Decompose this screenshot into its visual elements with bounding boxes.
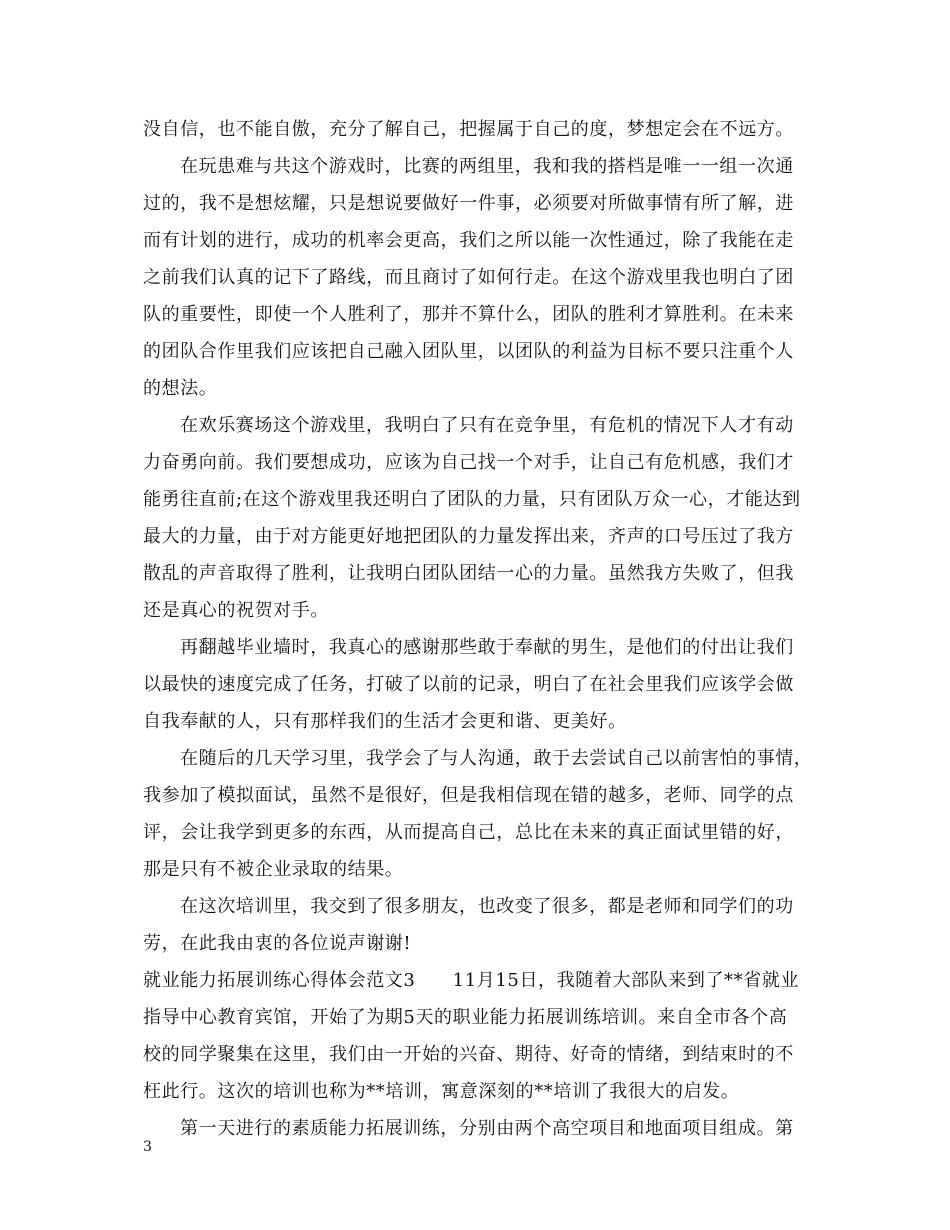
body-text-line: 枉此行。这次的培训也称为**培训，寓意深刻的**培训了我很大的启发。: [143, 1081, 740, 1102]
body-text-line: 在随后的几天学习里，我学会了与人沟通，敢于去尝试自己以前害怕的事情，: [180, 748, 813, 769]
body-text-line: 之前我们认真的记下了路线，而且商讨了如何行走。在这个游戏里我也明白了团: [143, 267, 794, 288]
section-heading-line: 就业能力拓展训练心得体会范文3 11月15日，我随着大部队来到了**省就业: [143, 970, 800, 991]
body-text-line: 再翻越毕业墙时，我真心的感谢那些敢于奉献的男生，是他们的付出让我们: [180, 637, 794, 658]
body-text-line: 以最快的速度完成了任务，打破了以前的记录，明白了在社会里我们应该学会做: [143, 674, 794, 695]
body-text-line: 我参加了模拟面试，虽然不是很好，但是我相信现在错的越多，老师、同学的点: [143, 785, 794, 806]
body-text-line: 没自信，也不能自傲，充分了解自己，把握属于自己的度，梦想定会在不远方。: [143, 119, 794, 140]
body-text-line: 散乱的声音取得了胜利，让我明白团队团结一心的力量。虽然我方失败了，但我: [143, 563, 794, 584]
body-text-line: 评，会让我学到更多的东西，从而提高自己，总比在未来的真正面试里错的好，: [143, 822, 794, 843]
body-text-line: 在这次培训里，我交到了很多朋友，也改变了很多，都是老师和同学们的功: [180, 896, 794, 917]
body-text-line: 能勇往直前;在这个游戏里我还明白了团队的力量，只有团队万众一心，才能达到: [143, 489, 801, 510]
body-text-line: 第一天进行的素质能力拓展训练，分别由两个高空项目和地面项目组成。第: [180, 1118, 794, 1139]
body-text-line: 而有计划的进行，成功的机率会更高，我们之所以能一次性通过，除了我能在走: [143, 230, 794, 251]
body-text-line: 那是只有不被企业录取的结果。: [143, 859, 404, 880]
body-text-line: 最大的力量，由于对方能更好地把团队的力量发挥出来，齐声的口号压过了我方: [143, 526, 794, 547]
body-text-line: 力奋勇向前。我们要想成功，应该为自己找一个对手，让自己有危机感，我们才: [143, 452, 794, 473]
body-text-line: 校的同学聚集在这里，我们由一开始的兴奋、期待、好奇的情绪，到结束时的不: [143, 1044, 794, 1065]
body-text-line: 自我奉献的人，只有那样我们的生活才会更和谐、更美好。: [143, 711, 627, 732]
body-text-line: 的团队合作里我们应该把自己融入团队里，以团队的利益为目标不要只注重个人: [143, 341, 794, 362]
body-text-line: 劳，在此我由衷的各位说声谢谢!: [143, 933, 412, 954]
body-text-line: 在欢乐赛场这个游戏里，我明白了只有在竞争里，有危机的情况下人才有动: [180, 415, 794, 436]
body-text-line: 指导中心教育宾馆，开始了为期5天的职业能力拓展训练培训。来自全市各个高: [143, 1007, 788, 1028]
body-text-line: 在玩患难与共这个游戏时，比赛的两组里，我和我的搭档是唯一一组一次通: [180, 156, 794, 177]
body-text-line: 的想法。: [143, 378, 218, 399]
body-text-line: 队的重要性，即使一个人胜利了，那并不算什么，团队的胜利才算胜利。在未来: [143, 304, 794, 325]
body-text-line: 过的，我不是想炫耀，只是想说要做好一件事，必须要对所做事情有所了解，进: [143, 193, 794, 214]
body-text-line: 还是真心的祝贺对手。: [143, 600, 329, 621]
page-number: 3: [143, 1139, 152, 1155]
